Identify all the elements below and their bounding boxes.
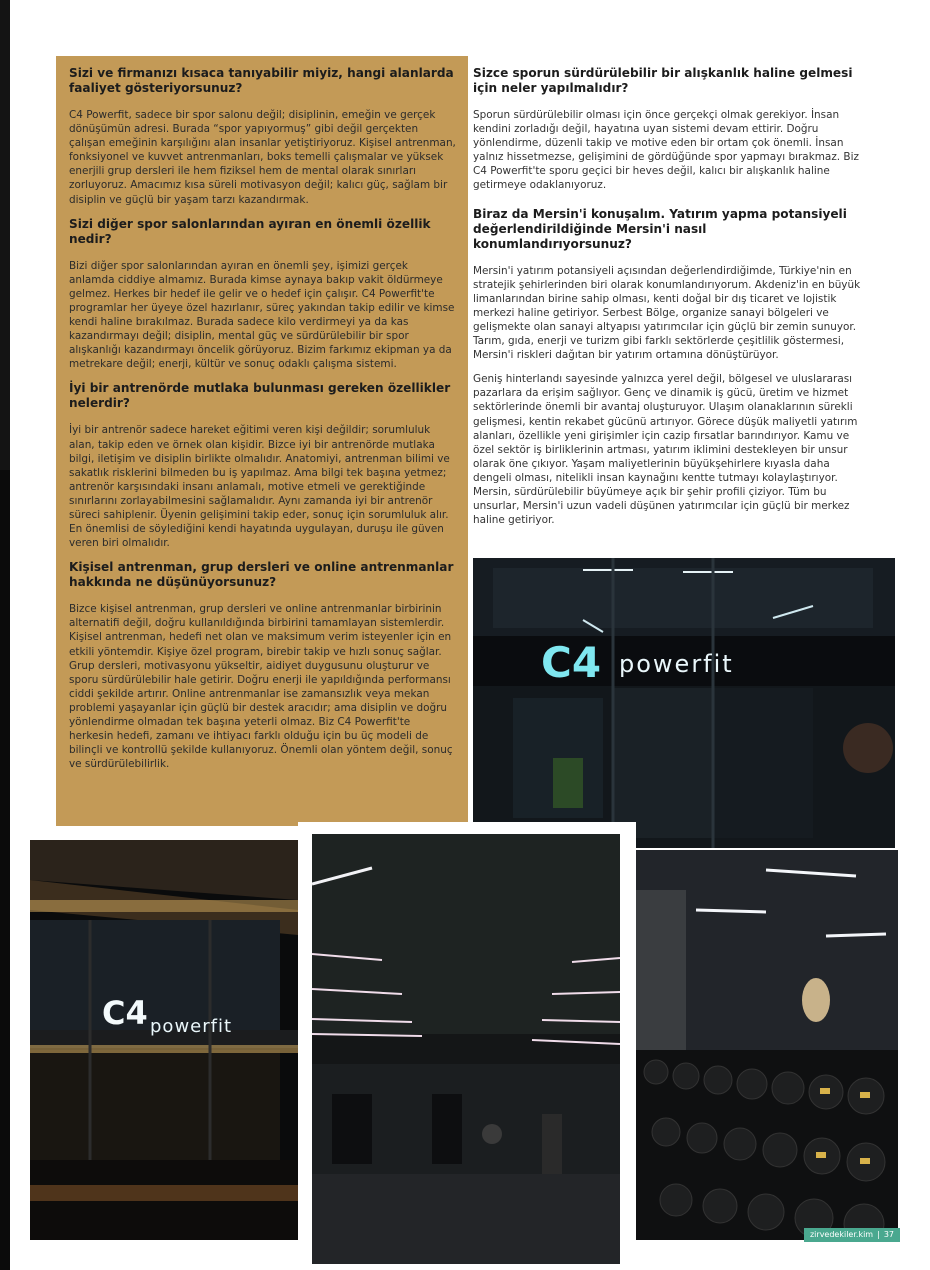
dumbbell-rack-photo [636,850,898,1240]
gym-interior-frame [312,834,620,1264]
exterior-logo-mark: C4 [102,994,148,1032]
sign-logo-mark: C4 [541,638,602,687]
answer-paragraph: Geniş hinterlandı sayesinde yalnızca yerel değil, bölgesel ve uluslararası pazarlara da erişim sağlıyor. Genç ve dinamik iş gücü, üretim ve hizmet sektörlerinde önemli bir avantaj oluşturuyor. Ulaşım olanaklarının sürekli gelişmesi, kentin rekabet gücünü artırıyor. Görece düşük maliyetli yatırım alanları, özellikle yeni girişimler için cazip fırsatlar barındırıyor. Kamu ve özel sektör iş birliklerinin artması, yatırım iklimini destekleyen bir unsur olarak öne çıkıyor. Yaşam maliyetlerinin büyükşehirlere kıyasla daha dengeli olması, nitelikli insan kaynağını kentte tutmayı kolaylaştırıyor. Mersin, sürdürülebilir büyümeye açık bir şehir profili çiziyor. Tüm bu unsurlar, Mersin'i uzun vadeli düşünen yatırımcılar için güçlü bir merkez haline getiriyor. [473,373,858,527]
page-footer: zirvedekiler.kim | 37 [804,1228,900,1242]
gym-facade-photo [473,558,895,848]
dumbbell-rack-illustration [636,850,898,1240]
gym-interior-illustration [312,834,620,1264]
question-heading: Sizce sporun sürdürülebilir bir alışkanlık haline gelmesi için neler yapılmalıdır? [473,66,853,95]
answer-paragraph: Mersin'i yatırım potansiyeli açısından değerlendirdiğimde, Türkiye'nin en stratejik şehirlerinden biri olarak konumlandırıyorum. Akdeniz'in en büyük limanlarından birine sahip olması, kenti doğal bir dış ticaret ve lojistik merkezi haline getiriyor. Serbest Bölge, organize sanayi bölgeleri ve gelişmekte olan sanayi altyapısı yatırımcılar için güçlü bir zemin sunuyor. Tarım, gıda, enerji ve turizm gibi farklı sektörlerde çeşitlilik göstermesi, Mersin'i riskleri dağıtan bir yatırım ortamına dönüştürüyor. [473,264,861,362]
right-article-column [473,66,863,537]
answer-paragraph: Bizi diğer spor salonlarından ayıran en önemli şey, işimizi gerçek anlamda ciddiye almamız. Burada kimse aynaya bakıp vakit öldürmeye gelmez. Herkes bir hedef ile gelir ve o hedef için çalışır. C4 Powerfit'te programlar her üyeye özel hazırlanır, süreç yakından takip edilir ve kimse kendi haline bırakılmaz. Burada sadece kilo verdirmeyi ya da kas kazandırmayı değil; disiplin, mental güç ve sürdürülebilir bir spor alışkanlığı kazandırmayı öncelik görüyoruz. Bizim farkımız ekipman ya da metrekare değil; enerji, kültür ve sonuç odaklı çalışma sistemi. [69,259,455,371]
answer-paragraph: İyi bir antrenör sadece hareket eğitimi veren kişi değildir; sorumluluk alan, takip eden ve örnek olan kişidir. Bizce iyi bir antrenörde mutlaka bilgi, iletişim ve disiplin birlikte olmalıdır. Anatomiyi, antrenman bilimi ve sakatlık risklerini bilmeden bu iş yapılmaz. Ama bilgi tek başına yetmez; antrenör karşısındaki insanı anlamalı, motive etmeli ve gerektiğinde sınırlarını zorlayabilmesini sağlamalıdır. Aynı zamanda iyi bir antrenör süreci sahiplenir. Üyenin gelişimini takip eder, sonuç için sorumluluk alır. En önemlisi de söylediğini kendi hayatında uygulayan, duruşu ile güven veren biri olmalıdır. [69,424,450,550]
question-heading: İyi bir antrenörde mutlaka bulunması gereken özellikler nelerdir? [69,381,451,411]
exterior-logo-word: powerfit [150,1016,233,1037]
gym-facade-illustration [473,558,895,848]
question-heading: Sizi diğer spor salonlarından ayıran en önemli özellik nedir? [69,216,431,246]
left-article-panel [56,56,468,826]
page-edge-strip-lower [0,470,10,1270]
question-heading: Biraz da Mersin'i konuşalım. Yatırım yapma potansiyeli değerlendirildiğinde Mersin'i nasıl konumlandırıyorsunuz? [473,206,847,251]
question-heading: Sizi ve firmanızı kısaca tanıyabilir miyiz, hangi alanlarda faaliyet gösteriyorsunuz? [69,66,454,95]
gym-exterior-illustration [30,840,298,1240]
question-heading: Kişisel antrenman, grup dersleri ve online antrenmanlar hakkında ne düşünüyorsunuz? [69,560,454,590]
page-edge-strip [0,0,10,470]
sign-logo-word: powerfit [619,650,734,678]
footer-site: zirvedekiler.kim [809,1230,874,1239]
gym-exterior-photo [30,840,298,1240]
answer-paragraph: C4 Powerfit, sadece bir spor salonu değil; disiplinin, emeğin ve gerçek dönüşümün adresi. Burada “spor yapıyormuş” gibi değil gerçekten çalışan emeğinin karşılığını alan insanlar yetiştiriyoruz. Kişisel antrenman, fonksiyonel ve kuvvet antrenmanları, boks temelli çalışmalar ve yüksek enerjili grup dersleri ile hem fiziksel hem de mental olarak sınırları zorluyoruz. Amacımız kısa süreli motivasyon değil; kalıcı güç, sağlam bir disiplin ve güçlü bir yaşam tarzı kazandırmak. [69,109,456,206]
answer-paragraph: Sporun sürdürülebilir olması için önce gerçekçi olmak gerekiyor. İnsan kendini zorladığı değil, hayatına uyan sistemi devam ettirir. Doğru yönlendirme, düzenli takip ve motive eden bir ortam çok önemli. İnsan yalnız hissetmezse, gelişimini de gördüğünde spor yapmayı bırakmaz. Biz C4 Powerfit'te sporu geçici bir heves değil, kalıcı bir alışkanlık haline getirmeye odaklanıyoruz. [473,109,859,192]
answer-paragraph: Bizce kişisel antrenman, grup dersleri ve online antrenmanlar birbirinin alternatifi değil, doğru kullanıldığında birbirini tamamlayan sistemlerdir. Kişisel antrenman, hedefi net olan ve maksimum verim isteyenler için en etkili yöntemdir. Kişiye özel program, birebir takip ve hızlı sonuç sağlar. Grup dersleri, motivasyonu yükseltir, aidiyet duygusunu oluşturur ve sporu sürdürülebilir hale getirir. Doğru enerji ile yapıldığında performansı ciddi şekilde artırır. Online antrenmanlar ise zamansızlık veya mekan problemi yaşayanlar için güçlü bir destek aracıdır; ama disiplin ve doğru yönlendirme olmadan tek başına yeterli olmaz. Biz C4 Powerfit'te herkesin hedefi, zamanı ve ihtiyacı farklı olduğu için bu üç modeli de bilinçli ve kontrollü şekilde kullanıyoruz. Önemli olan yöntem değil, sonuç ve sürdürülebilirlik. [69,603,453,771]
footer-page-number: 37 [883,1230,894,1239]
gym-interior-photo [298,822,636,1270]
